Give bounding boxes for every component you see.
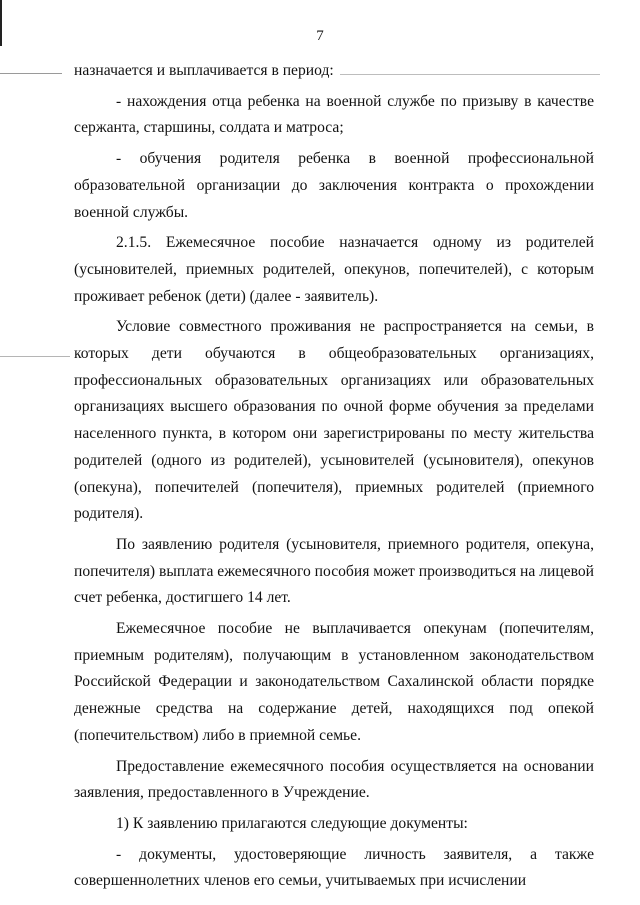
paragraph: По заявлению родителя (усыновителя, приемного родителя, опекуна, попечителя) выплата ежемесячного пособия может производиться на лицевой счет ребенка, достигшего 14 лет. [74,535,594,607]
body-text [74,58,594,895]
paragraph: - нахождения отца ребенка на военной службе по призыву в качестве сержанта, старшины, солдата и матроса; [74,92,594,137]
scan-artifact-line [0,73,62,74]
paragraph: Ежемесячное пособие не выплачивается опекунам (попечителям, приемным родителям), получающим в установленном законодательством Российской Федерации и законодательством Сахалинской области порядке денежные средства на содержание детей, находящихся под опекой (попечительством) либо в приемной семье. [74,620,594,744]
paragraph: - документы, удостоверяющие личность заявителя, а также совершеннолетних членов его семьи, учитываемых при исчислении [74,845,594,890]
paragraph: 1) К заявлению прилагаются следующие документы: [116,814,468,832]
page-number: 7 [316,28,324,44]
paragraph: 2.1.5. Ежемесячное пособие назначается одному из родителей (усыновителей, приемных родителей, опекунов, попечителей), с которым проживает ребенок (дети) (далее - заявитель). [74,234,594,305]
scan-artifact-line [0,356,70,357]
paragraph: - обучения родителя ребенка в военной профессиональной образовательной организации до заключения контракта о прохождении военной службы. [74,150,594,221]
paragraph: Предоставление ежемесячного пособия осуществляется на основании заявления, предоставленного в Учреждение. [74,757,594,802]
paragraph: Условие совместного проживания не распространяется на семьи, в которых дети обучаются в общеобразовательных организациях, профессиональных образовательных организациях или образовательных организациях высшего образования по очной форме обучения за пределами населенного пункта, в котором они зарегистрированы по месту жительства родителей (одного из родителей), усыновителей (усыновителя), опекунов (опекуна), попечителей (попечителя), приемных родителей (приемного родителя). [74,318,594,523]
paragraph: назначается и выплачивается в период: [74,62,334,79]
